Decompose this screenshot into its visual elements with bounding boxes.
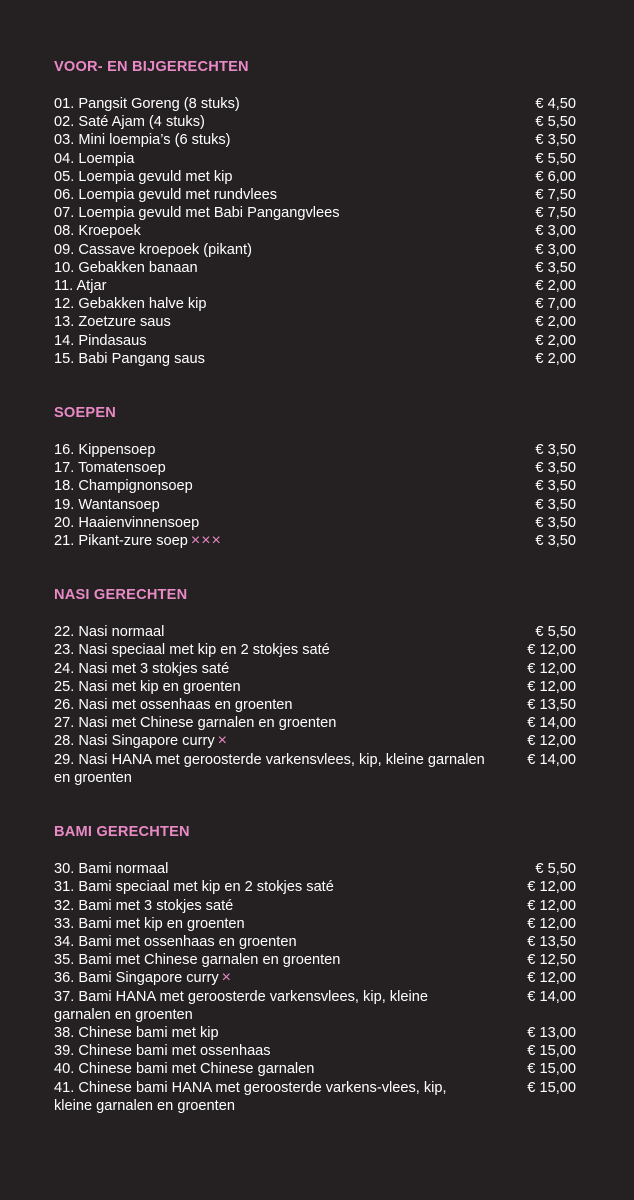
item-price: € 12,00 <box>527 970 576 987</box>
item-name-text: 29. Nasi HANA met geroosterde varkensvlees, kip, kleine garnalen en groenten <box>54 751 485 786</box>
menu-item <box>54 933 576 951</box>
item-name <box>54 933 516 951</box>
item-name-text: 07. Loempia gevuld met Babi Pangangvlees <box>54 205 340 222</box>
item-name <box>54 988 516 1024</box>
item-name-text: 08. Kroepoek <box>54 223 141 240</box>
item-name <box>54 1060 516 1078</box>
menu-item <box>54 441 576 459</box>
item-name <box>54 186 516 204</box>
item-price: € 5,50 <box>535 150 576 167</box>
item-name-text: 25. Nasi met kip en groenten <box>54 678 241 695</box>
item-name-text: 28. Nasi Singapore curry <box>54 733 215 750</box>
item-name <box>54 696 516 714</box>
item-name-text: 02. Saté Ajam (4 stuks) <box>54 114 205 131</box>
item-name <box>54 441 516 459</box>
menu-item <box>54 168 576 186</box>
item-name-text: 06. Loempia gevuld met rundvlees <box>54 187 278 204</box>
item-name <box>54 113 516 131</box>
item-name <box>54 459 516 477</box>
menu-item <box>54 1060 576 1078</box>
item-price: € 3,50 <box>535 460 576 477</box>
item-name-text: 34. Bami met ossenhaas en groenten <box>54 933 297 950</box>
menu <box>54 58 576 1115</box>
item-price: € 14,00 <box>527 988 576 1005</box>
menu-item <box>54 751 576 787</box>
menu-item <box>54 969 576 987</box>
item-price: € 3,50 <box>535 514 576 531</box>
menu-item <box>54 186 576 204</box>
menu-item <box>54 222 576 240</box>
menu-item <box>54 915 576 933</box>
menu-item <box>54 696 576 714</box>
item-name-text: 04. Loempia <box>54 150 135 167</box>
item-name-text: 38. Chinese bami met kip <box>54 1024 219 1041</box>
item-name <box>54 878 516 896</box>
item-name-text: 27. Nasi met Chinese garnalen en groenten <box>54 715 337 732</box>
item-name-text: 14. Pindasaus <box>54 332 147 349</box>
item-price: € 2,00 <box>535 332 576 349</box>
item-name <box>54 1042 516 1060</box>
menu-item <box>54 678 576 696</box>
item-price: € 15,00 <box>527 1079 576 1096</box>
item-name-text: 16. Kippensoep <box>54 442 156 459</box>
item-name <box>54 295 516 313</box>
item-name-text: 01. Pangsit Goreng (8 stuks) <box>54 96 240 112</box>
item-name <box>54 660 516 678</box>
item-price: € 12,00 <box>527 915 576 932</box>
menu-item <box>54 277 576 295</box>
menu-item <box>54 1079 576 1115</box>
item-price: € 7,00 <box>535 296 576 313</box>
item-name <box>54 477 516 495</box>
item-name <box>54 532 516 550</box>
menu-item <box>54 113 576 131</box>
item-name <box>54 951 516 969</box>
item-price: € 14,00 <box>527 715 576 732</box>
item-name-text: 24. Nasi met 3 stokjes saté <box>54 660 230 677</box>
menu-section <box>54 404 576 550</box>
item-price: € 7,50 <box>535 205 576 222</box>
section-title: BAMI GERECHTEN <box>54 824 190 841</box>
item-list <box>54 860 576 1115</box>
item-name <box>54 259 516 277</box>
item-price: € 5,50 <box>535 624 576 641</box>
section-title: SOEPEN <box>54 405 117 422</box>
item-name-text: 32. Bami met 3 stokjes saté <box>54 897 234 914</box>
item-name <box>54 678 516 696</box>
item-price: € 2,00 <box>535 314 576 331</box>
item-name-text: 11. Atjar <box>54 278 107 295</box>
menu-item <box>54 660 576 678</box>
section-title: NASI GERECHTEN <box>54 587 188 604</box>
menu-section <box>54 58 576 368</box>
menu-item <box>54 204 576 222</box>
menu-item <box>54 860 576 878</box>
item-name <box>54 313 516 331</box>
menu-item <box>54 459 576 477</box>
item-name <box>54 915 516 933</box>
item-name <box>54 222 516 240</box>
menu-item <box>54 988 576 1024</box>
item-name <box>54 95 516 113</box>
item-name <box>54 131 516 149</box>
spicy-marker-icon: ××× <box>190 532 222 550</box>
item-price: € 6,00 <box>535 168 576 185</box>
item-price: € 3,50 <box>535 132 576 149</box>
item-name-text: 20. Haaienvinnensoep <box>54 514 200 531</box>
item-name <box>54 332 516 350</box>
menu-item <box>54 1024 576 1042</box>
item-price: € 12,00 <box>527 897 576 914</box>
item-name-text: 35. Bami met Chinese garnalen en groenten <box>54 952 341 969</box>
section-title: VOOR- EN BIJGERECHTEN <box>54 59 249 75</box>
menu-item <box>54 496 576 514</box>
menu-item <box>54 477 576 495</box>
item-price: € 3,50 <box>535 259 576 276</box>
item-name-text: 26. Nasi met ossenhaas en groenten <box>54 697 293 714</box>
item-price: € 3,00 <box>535 241 576 258</box>
item-name <box>54 496 516 514</box>
menu-item <box>54 295 576 313</box>
item-name <box>54 150 516 168</box>
menu-section <box>54 823 576 1115</box>
item-list <box>54 441 576 550</box>
menu-item <box>54 332 576 350</box>
item-name-text: 18. Champignonsoep <box>54 478 193 495</box>
menu-item <box>54 95 576 113</box>
item-price: € 12,00 <box>527 678 576 695</box>
item-price: € 15,00 <box>527 1061 576 1078</box>
item-price: € 13,50 <box>527 933 576 950</box>
item-price: € 15,00 <box>527 1043 576 1060</box>
item-name-text: 22. Nasi normaal <box>54 624 165 641</box>
item-name <box>54 277 516 295</box>
item-name <box>54 168 516 186</box>
menu-item <box>54 714 576 732</box>
menu-item <box>54 623 576 641</box>
item-price: € 3,50 <box>535 442 576 459</box>
item-price: € 12,00 <box>527 733 576 750</box>
menu-item <box>54 897 576 915</box>
item-price: € 4,50 <box>535 96 576 112</box>
menu-section <box>54 586 576 787</box>
menu-item <box>54 532 576 550</box>
item-name-text: 21. Pikant-zure soep <box>54 533 188 550</box>
sections-container <box>54 58 576 1115</box>
item-name <box>54 732 516 750</box>
item-list <box>54 95 576 368</box>
item-price: € 12,00 <box>527 879 576 896</box>
item-price: € 3,00 <box>535 223 576 240</box>
item-price: € 2,00 <box>535 350 576 367</box>
item-name-text: 10. Gebakken banaan <box>54 259 198 276</box>
item-name-text: 41. Chinese bami HANA met geroosterde varkens-vlees, kip, kleine garnalen en groenten <box>54 1079 447 1114</box>
item-name-text: 39. Chinese bami met ossenhaas <box>54 1043 271 1060</box>
menu-item <box>54 878 576 896</box>
item-name-text: 40. Chinese bami met Chinese garnalen <box>54 1061 315 1078</box>
item-name-text: 36. Bami Singapore curry <box>54 970 219 987</box>
item-name-text: 37. Bami HANA met geroosterde varkensvlees, kip, kleine garnalen en groenten <box>54 988 428 1023</box>
item-name <box>54 641 516 659</box>
menu-item <box>54 241 576 259</box>
item-name-text: 12. Gebakken halve kip <box>54 296 207 313</box>
item-name <box>54 623 516 641</box>
item-price: € 7,50 <box>535 187 576 204</box>
item-name-text: 23. Nasi speciaal met kip en 2 stokjes saté <box>54 642 330 659</box>
item-price: € 14,00 <box>527 751 576 768</box>
item-name-text: 33. Bami met kip en groenten <box>54 915 245 932</box>
item-name <box>54 350 516 368</box>
item-price: € 12,50 <box>527 952 576 969</box>
item-name-text: 13. Zoetzure saus <box>54 314 171 331</box>
item-name-text: 19. Wantansoep <box>54 496 160 513</box>
item-price: € 3,50 <box>535 496 576 513</box>
item-name <box>54 241 516 259</box>
item-name <box>54 514 516 532</box>
item-name-text: 17. Tomatensoep <box>54 460 166 477</box>
item-name-text: 15. Babi Pangang saus <box>54 350 205 367</box>
menu-item <box>54 732 576 750</box>
item-price: € 2,00 <box>535 278 576 295</box>
item-list <box>54 623 576 787</box>
item-name <box>54 1079 516 1115</box>
menu-item <box>54 131 576 149</box>
menu-item <box>54 350 576 368</box>
item-price: € 3,50 <box>535 478 576 495</box>
item-price: € 5,50 <box>535 861 576 878</box>
menu-item <box>54 951 576 969</box>
item-name-text: 09. Cassave kroepoek (pikant) <box>54 241 252 258</box>
spicy-marker-icon: × <box>221 969 233 987</box>
item-name <box>54 714 516 732</box>
item-price: € 12,00 <box>527 642 576 659</box>
item-name <box>54 969 516 987</box>
item-name-text: 05. Loempia gevuld met kip <box>54 168 233 185</box>
menu-item <box>54 259 576 277</box>
menu-item <box>54 313 576 331</box>
item-name <box>54 204 516 222</box>
item-name-text: 30. Bami normaal <box>54 861 169 878</box>
item-name-text: 31. Bami speciaal met kip en 2 stokjes saté <box>54 879 334 896</box>
item-name-text: 03. Mini loempia’s (6 stuks) <box>54 132 231 149</box>
item-name <box>54 1024 516 1042</box>
menu-item <box>54 514 576 532</box>
item-price: € 13,50 <box>527 697 576 714</box>
item-price: € 3,50 <box>535 533 576 550</box>
menu-item <box>54 1042 576 1060</box>
item-name <box>54 897 516 915</box>
item-price: € 13,00 <box>527 1024 576 1041</box>
item-name <box>54 860 516 878</box>
spicy-marker-icon: × <box>217 732 228 750</box>
item-name <box>54 751 516 787</box>
item-price: € 5,50 <box>535 114 576 131</box>
menu-item <box>54 641 576 659</box>
item-price: € 12,00 <box>527 660 576 677</box>
menu-item <box>54 150 576 168</box>
